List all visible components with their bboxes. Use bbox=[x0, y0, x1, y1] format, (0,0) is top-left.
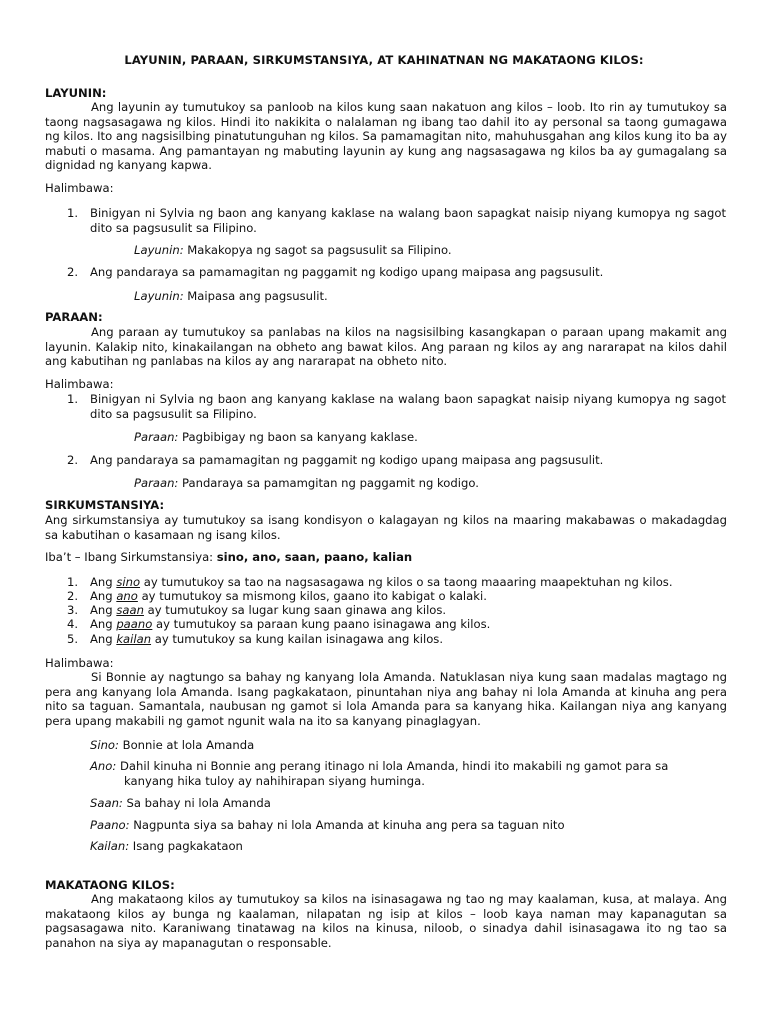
makataong-kilos-body: Ang makataong kilos ay tumutukoy sa kilos na isinasagawa ng tao ng may kaalaman, kusa, at malaya. Ang makataong kilos ay bunga ng kaalaman, nilapatan ng isip at kilos – loob kaya naman may kapanagutan sa pagsasagawa nito. Karaniwang tinatawag na kilos na kinusa, niloob, o sinadya dahil isinasagawa ito ng tao sa panahon na siya ay mapanagutan o responsable. bbox=[45, 892, 727, 950]
type-prefix: Ang bbox=[90, 617, 113, 631]
sirkumstansiya-halimbawa-label: Halimbawa: bbox=[45, 656, 114, 670]
answer-label: Saan: bbox=[90, 796, 123, 810]
paraan-body: Ang paraan ay tumutukoy sa panlabas na kilos na nagsisilbing kasangkapan o paraan upang makamit ang layunin. Kalakip nito, kinakailangan na obheto ang bawat kilos. Ang paraan ng kilos ay ang nararapat na kilos dahil ang kabutihan ng panlabas na kilos ay ang nararapat na obheto nito. bbox=[45, 325, 727, 368]
type-prefix: Ang bbox=[90, 589, 113, 603]
type-description: ay tumutukoy sa kung kailan isinagawa ang kilos. bbox=[154, 632, 444, 646]
layunin-example-1: Binigyan ni Sylvia ng baon ang kanyang kaklase na walang baon sapagkat naisip niyang kumopya ng sagot dito sa pagsusulit sa Filipino. bbox=[90, 206, 726, 235]
list-number: 2. bbox=[67, 265, 79, 279]
section-heading-paraan: PARAAN: bbox=[45, 310, 103, 324]
type-word: ano bbox=[116, 589, 138, 603]
layunin-example-2-answer bbox=[134, 289, 328, 304]
layunin-body: Ang layunin ay tumutukoy sa panloob na kilos kung saan nakatuon ang kilos – loob. Ito rin ay tumutukoy sa taong nagsasagawa ng kilos. Hindi ito nakikita o nalalaman ng ibang tao dahil ito ay personal sa taong gumagawa ng kilos. Ito ang nagsisilbing pinatutunguhan ng kilos. Sa pamamagitan nito, mahuhusgahan ang kilos kung ito ba ay mabuti o masama. Ang pamantayan ng mabuting layunin ay kung ang nagsasagawa ng kilos ba ay gumagalang sa dignidad ng kanyang kapwa. bbox=[45, 100, 727, 172]
list-number: 1. bbox=[67, 206, 79, 220]
answer-label: Layunin: bbox=[134, 289, 184, 303]
answer-value: Bonnie at lola Amanda bbox=[122, 738, 255, 752]
paraan-example-1: Binigyan ni Sylvia ng baon ang kanyang kaklase na walang baon sapagkat naisip niyang kumopya ng sagot dito sa pagsusulit sa Filipino. bbox=[90, 392, 726, 421]
answer-sino bbox=[90, 738, 710, 753]
type-prefix: Ang bbox=[90, 632, 113, 646]
answer-label: Paano: bbox=[90, 818, 130, 832]
type-description: ay tumutukoy sa paraan kung paano isinagawa ang kilos. bbox=[156, 617, 491, 631]
answer-value: Pandaraya sa pamamgitan ng paggamit ng kodigo. bbox=[182, 476, 479, 490]
answer-value: Makakopya ng sagot sa pagsusulit sa Filipino. bbox=[187, 243, 452, 257]
types-list: sino, ano, saan, paano, kalian bbox=[216, 550, 413, 564]
answer-label: Layunin: bbox=[134, 243, 184, 257]
type-description: ay tumutukoy sa lugar kung saan ginawa ang kilos. bbox=[147, 603, 447, 617]
types-label: Iba’t – Ibang Sirkumstansiya: bbox=[45, 550, 214, 564]
sirkumstansiya-type-saan bbox=[90, 603, 446, 618]
paraan-example-2: Ang pandaraya sa pamamagitan ng paggamit ng kodigo upang maipasa ang pagsusulit. bbox=[90, 453, 604, 467]
answer-value-continued: kanyang hika tuloy ay nahihirapan siyang huminga. bbox=[124, 773, 425, 788]
list-number: 1. bbox=[67, 392, 79, 406]
answer-paano bbox=[90, 818, 710, 833]
type-prefix: Ang bbox=[90, 603, 113, 617]
section-heading-sirkumstansiya: SIRKUMSTANSIYA: bbox=[45, 498, 165, 512]
answer-value: Maipasa ang pagsusulit. bbox=[187, 289, 328, 303]
sirkumstansiya-types-line bbox=[45, 550, 412, 565]
answer-label: Paraan: bbox=[134, 476, 179, 490]
sirkumstansiya-body: Ang sirkumstansiya ay tumutukoy sa isang kondisyon o kalagayan ng kilos na maaring makabawas o makadagdag sa kabutihan o kasamaan ng isang kilos. bbox=[45, 513, 727, 542]
list-number: 2. bbox=[67, 453, 79, 467]
answer-value: Isang pagkakataon bbox=[132, 839, 243, 853]
list-number: 2. bbox=[67, 589, 79, 603]
answer-value: Pagbibigay ng baon sa kanyang kaklase. bbox=[182, 430, 418, 444]
list-number: 4. bbox=[67, 617, 79, 631]
paraan-example-1-answer bbox=[134, 430, 418, 445]
answer-label: Ano: bbox=[90, 759, 117, 773]
type-word: paano bbox=[116, 617, 153, 631]
layunin-example-2: Ang pandaraya sa pamamagitan ng paggamit ng kodigo upang maipasa ang pagsusulit. bbox=[90, 265, 604, 279]
type-description: ay tumutukoy sa mismong kilos, gaano ito kabigat o kalaki. bbox=[141, 589, 487, 603]
list-number: 1. bbox=[67, 575, 79, 589]
type-description: ay tumutukoy sa tao na nagsasagawa ng kilos o sa taong maaaring maapektuhan ng kilos. bbox=[143, 575, 673, 589]
type-prefix: Ang bbox=[90, 575, 113, 589]
answer-ano bbox=[90, 759, 710, 788]
list-number: 5. bbox=[67, 632, 79, 646]
sirkumstansiya-type-ano bbox=[90, 589, 487, 604]
sirkumstansiya-story: Si Bonnie ay nagtungo sa bahay ng kanyang lola Amanda. Natuklasan niya kung saan madalas magtago ng pera ang kanyang lola Amanda. Isang pagkakataon, pinuntahan niya ang bahay ni lola Amanda at kinuha ang pera nito sa taguan. Samantala, naubusan ng gamot si lola Amanda para sa kanyang hika. Kailangan niya ang kanyang pera upang makabili ng gamot ngunit wala na ito sa kanyang pinaglagyan. bbox=[45, 670, 727, 728]
sirkumstansiya-type-kailan bbox=[90, 632, 443, 647]
paraan-example-2-answer bbox=[134, 476, 479, 491]
type-word: kailan bbox=[116, 632, 152, 646]
layunin-halimbawa-label: Halimbawa: bbox=[45, 181, 114, 195]
layunin-example-1-answer bbox=[134, 243, 452, 258]
answer-value: Sa bahay ni lola Amanda bbox=[126, 796, 271, 810]
answer-label: Sino: bbox=[90, 738, 119, 752]
answer-value: Nagpunta siya sa bahay ni lola Amanda at kinuha ang pera sa taguan nito bbox=[133, 818, 565, 832]
answer-saan bbox=[90, 796, 710, 811]
answer-label: Kailan: bbox=[90, 839, 130, 853]
paraan-halimbawa-label: Halimbawa: bbox=[45, 377, 114, 391]
answer-label: Paraan: bbox=[134, 430, 179, 444]
type-word: sino bbox=[116, 575, 141, 589]
list-number: 3. bbox=[67, 603, 79, 617]
answer-kailan bbox=[90, 839, 710, 854]
answer-value: Dahil kinuha ni Bonnie ang perang itinago ni lola Amanda, hindi ito makabili ng gamot para sa bbox=[119, 759, 669, 773]
type-word: saan bbox=[116, 603, 144, 617]
section-heading-layunin: LAYUNIN: bbox=[45, 86, 107, 100]
sirkumstansiya-type-paano bbox=[90, 617, 490, 632]
page-title: LAYUNIN, PARAAN, SIRKUMSTANSIYA, AT KAHINATNAN NG MAKATAONG KILOS: bbox=[124, 53, 644, 67]
section-heading-makataong-kilos: MAKATAONG KILOS: bbox=[45, 878, 175, 892]
sirkumstansiya-type-sino bbox=[90, 575, 673, 590]
